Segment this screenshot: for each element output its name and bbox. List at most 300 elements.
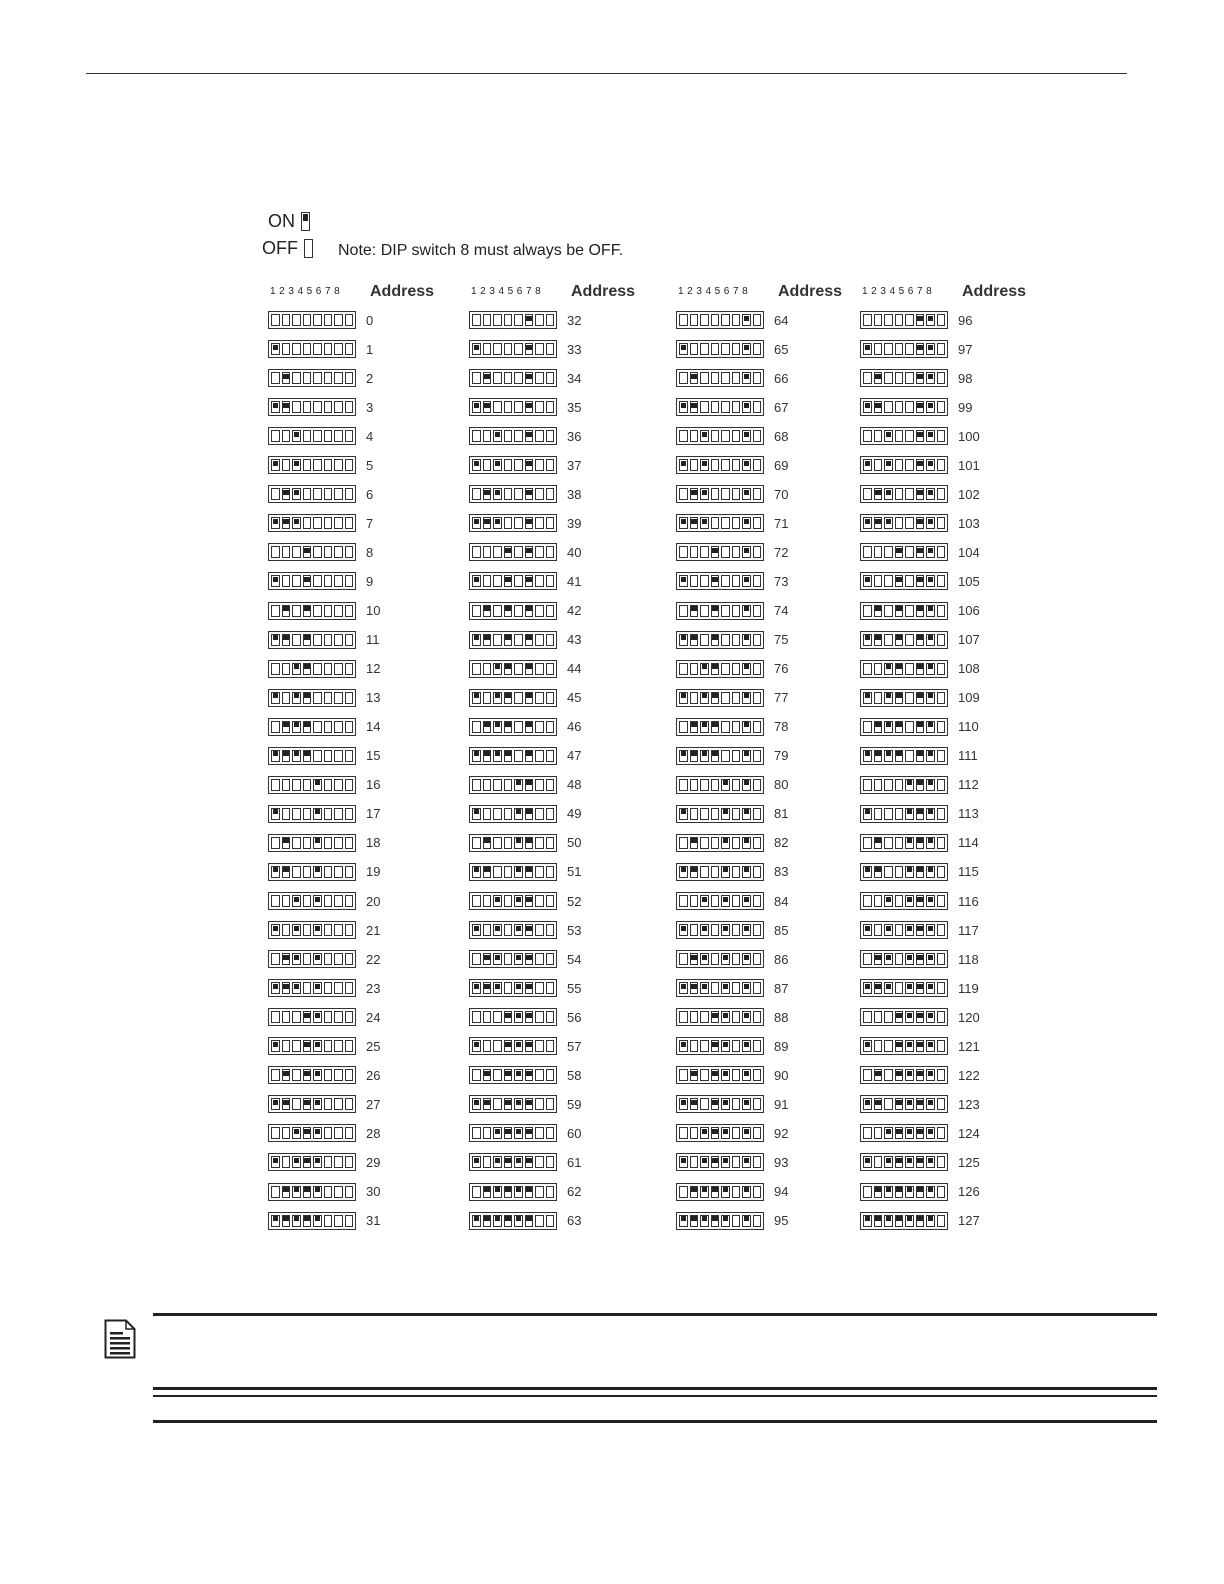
dip-switch-4 [895,430,904,442]
dip-switch-3 [700,982,709,994]
dip-switch-6 [732,372,741,384]
address-value: 92 [774,1125,789,1141]
address-value: 36 [567,428,582,444]
address-value: 32 [567,312,582,328]
dip-switch-4 [895,1127,904,1139]
dip-switch-8 [345,605,354,617]
dip-row [676,426,788,446]
dip-switch-1 [472,459,481,471]
dip-switch-7 [535,692,544,704]
address-value: 67 [774,399,789,415]
dip-switch-2 [690,372,699,384]
dip-switch-block [268,689,356,707]
dip-switch-1 [472,1040,481,1052]
dip-switch-2 [690,605,699,617]
dip-switch-7 [334,1040,343,1052]
dip-switch-6 [916,924,925,936]
dip-switch-8 [345,663,354,675]
dip-switch-1 [679,866,688,878]
dip-switch-8 [753,779,762,791]
dip-row [676,484,788,504]
dip-switch-6 [916,1215,925,1227]
dip-switch-5 [313,1156,322,1168]
dip-switch-1 [679,1156,688,1168]
dip-switch-block [676,398,764,416]
dip-switch-1 [472,895,481,907]
dip-switch-4 [711,343,720,355]
dip-switch-4 [711,1156,720,1168]
dip-switch-6 [324,721,333,733]
dip-switch-5 [721,779,730,791]
dip-switch-2 [483,517,492,529]
dip-switch-8 [753,953,762,965]
dip-switch-6 [732,837,741,849]
dip-switch-4 [895,779,904,791]
dip-switch-7 [334,517,343,529]
dip-switch-5 [721,401,730,413]
dip-switch-2 [282,634,291,646]
dip-switch-5 [514,401,523,413]
dip-switch-5 [721,1215,730,1227]
dip-switch-block [676,718,764,736]
dip-switch-6 [525,895,534,907]
address-value: 55 [567,980,582,996]
dip-switch-6 [916,372,925,384]
dip-switch-8 [546,372,555,384]
dip-switch-block [268,427,356,445]
dip-switch-7 [334,692,343,704]
dip-switch-4 [504,343,513,355]
dip-switch-6 [324,1186,333,1198]
dip-switch-1 [679,1127,688,1139]
dip-switch-6 [916,1011,925,1023]
dip-switch-2 [874,721,883,733]
dip-switch-7 [535,953,544,965]
dip-switch-6 [916,401,925,413]
dip-switch-2 [282,779,291,791]
address-value: 39 [567,515,582,531]
dip-switch-7 [742,343,751,355]
address-value: 70 [774,486,789,502]
address-value: 13 [366,690,381,706]
dip-switch-4 [303,401,312,413]
dip-switch-6 [324,953,333,965]
dip-switch-block [469,602,557,620]
dip-switch-3 [493,663,502,675]
dip-switch-block [676,1183,764,1201]
dip-switch-7 [926,953,935,965]
dip-switch-2 [874,488,883,500]
address-value: 47 [567,748,582,764]
dip-switch-4 [711,953,720,965]
dip-switch-2 [874,1186,883,1198]
address-value: 116 [958,893,979,909]
dip-switch-3 [493,808,502,820]
dip-switch-7 [926,634,935,646]
dip-switch-6 [525,634,534,646]
address-value: 113 [958,806,979,822]
dip-row [676,571,788,591]
column-header [268,283,448,303]
dip-switch-block [860,631,948,649]
dip-switch-7 [334,605,343,617]
dip-switch-2 [874,866,883,878]
dip-switch-8 [345,750,354,762]
address-value: 107 [958,632,980,648]
dip-switch-3 [493,314,502,326]
dip-switch-1 [271,895,280,907]
dip-switch-2 [282,343,291,355]
dip-switch-8 [937,575,946,587]
address-value: 90 [774,1067,789,1083]
address-value: 69 [774,457,789,473]
dip-switch-7 [742,808,751,820]
dip-switch-5 [721,314,730,326]
dip-row [469,949,581,969]
dip-row [469,775,581,795]
dip-switch-2 [874,982,883,994]
dip-switch-7 [334,1156,343,1168]
dip-switch-7 [535,314,544,326]
address-value: 28 [366,1125,381,1141]
dip-switch-block [469,689,557,707]
address-value: 12 [366,661,381,677]
dip-switch-block [268,776,356,794]
dip-row [268,630,380,650]
dip-switch-1 [863,605,872,617]
dip-switch-7 [334,430,343,442]
dip-row [469,513,581,533]
dip-switch-block [469,979,557,997]
dip-switch-2 [874,575,883,587]
dip-switch-7 [334,1186,343,1198]
dip-switch-4 [504,401,513,413]
dip-switch-2 [690,924,699,936]
dip-switch-3 [292,459,301,471]
dip-switch-3 [493,895,502,907]
dip-switch-2 [483,343,492,355]
address-column-3 [676,283,856,1229]
dip-switch-5 [514,634,523,646]
dip-switch-4 [303,343,312,355]
dip-row [469,426,581,446]
dip-switch-8 [345,779,354,791]
address-value: 68 [774,428,789,444]
dip-row [268,571,373,591]
dip-switch-8 [753,663,762,675]
dip-switch-5 [905,866,914,878]
address-header: Address [962,283,1027,300]
dip-switch-4 [895,517,904,529]
dip-switch-7 [334,982,343,994]
dip-switch-4 [711,372,720,384]
dip-switch-block [268,1037,356,1055]
dip-switch-4 [303,1156,312,1168]
dip-switch-block [676,543,764,561]
dip-switch-4 [303,750,312,762]
dip-switch-8 [753,546,762,558]
dip-switch-block [268,340,356,358]
dip-switch-1 [472,314,481,326]
dip-switch-6 [525,982,534,994]
switch-numbers: 12345678 [270,286,344,297]
dip-switch-2 [874,1011,883,1023]
address-value: 14 [366,719,381,735]
dip-switch-1 [679,808,688,820]
dip-switch-6 [525,663,534,675]
dip-switch-7 [742,866,751,878]
dip-switch-6 [525,372,534,384]
dip-switch-block [268,747,356,765]
dip-switch-7 [535,575,544,587]
dip-switch-4 [711,721,720,733]
dip-switch-6 [916,982,925,994]
dip-switch-4 [303,459,312,471]
header-rule [86,73,1127,74]
dip-switch-block [676,427,764,445]
dip-switch-6 [916,488,925,500]
dip-switch-3 [700,779,709,791]
dip-switch-5 [721,343,730,355]
dip-switch-8 [937,808,946,820]
dip-switch-2 [690,488,699,500]
dip-switch-4 [711,459,720,471]
dip-switch-block [469,543,557,561]
dip-row [676,920,788,940]
dip-switch-2 [282,750,291,762]
dip-switch-3 [700,1098,709,1110]
dip-row [469,1065,581,1085]
dip-row [676,1065,788,1085]
dip-switch-2 [282,895,291,907]
dip-switch-7 [334,895,343,907]
dip-switch-6 [916,546,925,558]
address-value: 105 [958,573,980,589]
dip-switch-7 [334,663,343,675]
dip-switch-2 [690,401,699,413]
dip-switch-5 [721,837,730,849]
dip-switch-1 [472,343,481,355]
dip-switch-6 [732,575,741,587]
dip-switch-8 [546,837,555,849]
dip-switch-block [676,1124,764,1142]
dip-switch-1 [679,663,688,675]
dip-switch-3 [292,372,301,384]
dip-switch-1 [271,1127,280,1139]
dip-switch-4 [303,488,312,500]
dip-switch-2 [874,605,883,617]
address-value: 11 [366,632,380,648]
dip-switch-3 [700,808,709,820]
dip-switch-5 [313,1098,322,1110]
dip-switch-5 [905,895,914,907]
dip-switch-7 [334,343,343,355]
dip-switch-2 [874,837,883,849]
dip-switch-3 [493,1156,502,1168]
dip-switch-1 [863,895,872,907]
dip-switch-1 [679,488,688,500]
dip-switch-7 [334,401,343,413]
dip-switch-8 [546,605,555,617]
dip-switch-5 [313,488,322,500]
dip-switch-7 [926,1069,935,1081]
dip-row [860,1036,980,1056]
dip-switch-7 [535,517,544,529]
dip-switch-4 [711,575,720,587]
address-value: 63 [567,1213,582,1229]
dip-row [860,1182,980,1202]
dip-switch-1 [271,1186,280,1198]
address-value: 103 [958,515,980,531]
dip-switch-2 [690,546,699,558]
dip-row [860,1065,980,1085]
dip-switch-block [469,950,557,968]
dip-switch-5 [905,1069,914,1081]
dip-switch-block [676,921,764,939]
dip-switch-6 [525,692,534,704]
dip-switch-7 [742,924,751,936]
dip-switch-7 [742,1215,751,1227]
switch-on-icon [301,212,310,231]
dip-switch-1 [863,546,872,558]
dip-switch-1 [271,982,280,994]
dip-switch-4 [895,1040,904,1052]
dip-switch-5 [905,1156,914,1168]
address-value: 0 [366,312,374,328]
dip-switch-8 [345,837,354,849]
dip-switch-1 [472,605,481,617]
dip-switch-block [469,1037,557,1055]
document-note-icon [104,1319,136,1359]
dip-switch-4 [711,1069,720,1081]
dip-switch-6 [324,663,333,675]
dip-switch-2 [874,314,883,326]
dip-switch-5 [313,721,322,733]
dip-switch-5 [313,1215,322,1227]
dip-switch-1 [863,779,872,791]
address-column-2 [469,283,649,1229]
dip-switch-1 [863,924,872,936]
dip-switch-2 [282,605,291,617]
dip-switch-8 [937,866,946,878]
dip-switch-8 [546,808,555,820]
dip-switch-8 [937,1156,946,1168]
dip-switch-2 [483,1098,492,1110]
dip-switch-1 [679,721,688,733]
dip-switch-3 [884,1069,893,1081]
address-value: 65 [774,341,789,357]
dip-switch-block [676,776,764,794]
address-value: 21 [366,922,381,938]
address-value: 104 [958,544,980,560]
address-value: 59 [567,1096,582,1112]
dip-switch-block [469,660,557,678]
dip-switch-block [268,572,356,590]
dip-switch-1 [271,430,280,442]
dip-switch-8 [345,1215,354,1227]
dip-switch-4 [895,982,904,994]
dip-switch-7 [742,575,751,587]
dip-switch-6 [324,1069,333,1081]
dip-switch-4 [303,605,312,617]
dip-switch-8 [546,314,555,326]
dip-row [676,1036,788,1056]
dip-switch-6 [525,546,534,558]
address-value: 51 [567,864,582,880]
dip-switch-3 [884,779,893,791]
dip-switch-block [268,311,356,329]
dip-row [469,1007,581,1027]
dip-switch-3 [700,517,709,529]
dip-switch-2 [282,401,291,413]
dip-row [860,978,979,998]
dip-switch-4 [895,808,904,820]
dip-switch-4 [504,1040,513,1052]
dip-switch-block [469,805,557,823]
dip-row [469,571,581,591]
dip-switch-6 [525,1098,534,1110]
dip-switch-2 [282,546,291,558]
dip-switch-1 [679,314,688,326]
dip-switch-6 [916,779,925,791]
dip-switch-6 [732,866,741,878]
dip-switch-2 [690,721,699,733]
dip-switch-1 [679,605,688,617]
dip-switch-2 [874,401,883,413]
dip-switch-1 [271,605,280,617]
dip-switch-7 [742,982,751,994]
address-value: 73 [774,573,789,589]
dip-switch-3 [292,605,301,617]
dip-switch-5 [514,1098,523,1110]
dip-switch-3 [884,372,893,384]
dip-switch-block [469,456,557,474]
dip-switch-4 [895,459,904,471]
dip-switch-6 [916,866,925,878]
dip-switch-8 [345,895,354,907]
dip-switch-3 [292,314,301,326]
dip-switch-8 [937,430,946,442]
dip-switch-3 [700,663,709,675]
address-value: 75 [774,632,789,648]
dip-switch-block [268,805,356,823]
dip-switch-2 [874,1040,883,1052]
dip-switch-1 [271,837,280,849]
dip-switch-block [268,718,356,736]
dip-row [268,484,373,504]
address-value: 54 [567,951,582,967]
dip-switch-4 [895,1186,904,1198]
dip-switch-1 [271,546,280,558]
dip-row [268,1182,380,1202]
address-header: Address [778,283,843,300]
dip-switch-5 [514,837,523,849]
dip-switch-8 [753,924,762,936]
dip-switch-6 [324,314,333,326]
dip-switch-1 [863,634,872,646]
dip-switch-3 [292,1098,301,1110]
dip-switch-3 [292,517,301,529]
address-value: 111 [958,748,978,764]
dip-switch-5 [905,314,914,326]
dip-switch-7 [926,517,935,529]
dip-switch-6 [525,866,534,878]
dip-row [268,426,373,446]
dip-switch-4 [711,808,720,820]
dip-switch-4 [303,430,312,442]
dip-switch-5 [313,663,322,675]
dip-switch-block [860,1037,948,1055]
